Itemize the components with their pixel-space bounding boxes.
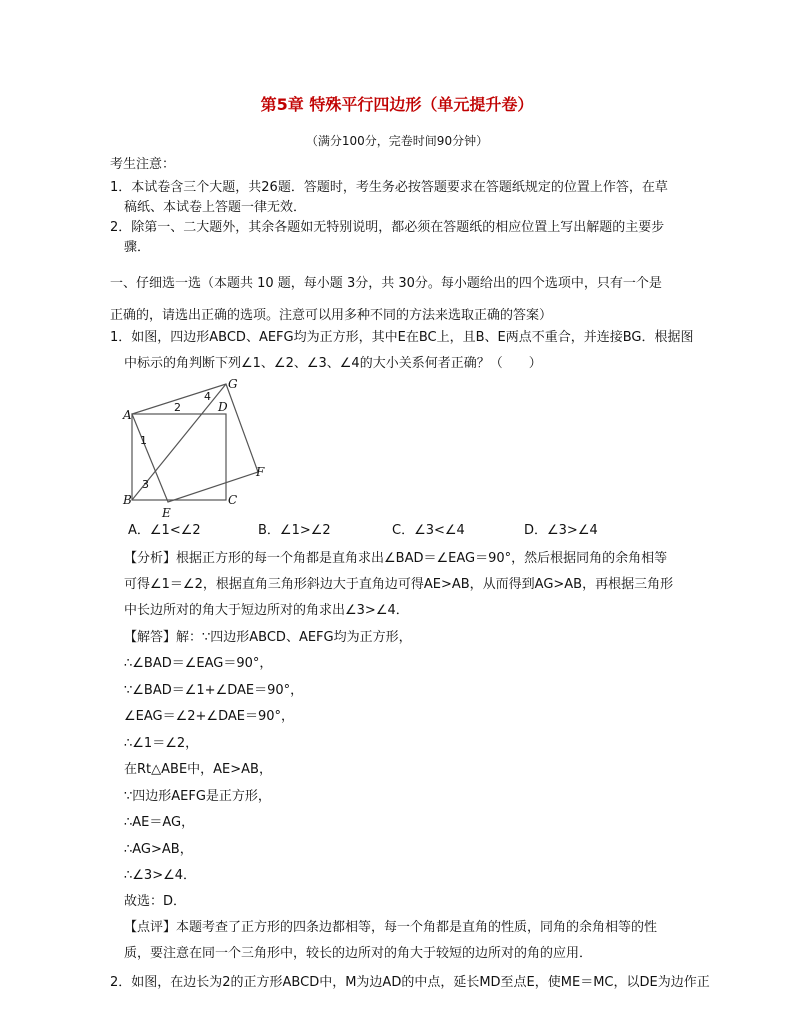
angle-label-1: 1 (140, 434, 147, 447)
angle-label-3: 3 (142, 478, 149, 491)
solution-line-7: ∵四边形AEFG是正方形， (124, 789, 271, 804)
document-title: 第5章 特殊平行四边形（单元提升卷） (260, 95, 534, 114)
analysis-line-1: 【分析】根据正方形的每一个角都是直角求出∠BAD＝∠EAG＝90°，然后根据同角的余角相等 (124, 551, 668, 566)
question-1-option-d: D．∠3>∠4 (524, 523, 598, 538)
vertex-label-c: C (228, 493, 238, 507)
solution-line-3: ∵∠BAD＝∠1+∠DAE＝90°， (124, 683, 304, 698)
question-1-option-b: B．∠1>∠2 (258, 523, 331, 538)
document-subtitle: （满分100分，完卷时间90分钟） (305, 134, 489, 148)
solution-line-6: 在Rt△ABE中，AE>AB， (124, 762, 272, 777)
square-aefg (132, 384, 258, 502)
solution-line-1: 【解答】解：∵四边形ABCD、AEFG均为正方形， (124, 630, 412, 645)
solution-line-11: 故选：D． (124, 894, 187, 909)
section-1-line-2: 正确的，请选出正确的选项。注意可以用多种不同的方法来选取正确的答案） (110, 308, 553, 323)
angle-label-2: 2 (174, 401, 181, 414)
vertex-label-d: D (218, 400, 228, 414)
solution-line-4: ∠EAG＝∠2+∠DAE＝90°， (124, 709, 295, 724)
angle-label-4: 4 (204, 390, 211, 403)
solution-line-8: ∴AE＝AG， (124, 815, 195, 830)
comment-line-2: 质，要注意在同一个三角形中，较长的边所对的角大于较短的边所对的角的应用． (124, 946, 593, 961)
solution-line-9: ∴AG>AB， (124, 842, 193, 857)
notice-item-2-line-2: 骤． (124, 240, 151, 255)
vertex-label-f: F (256, 465, 265, 479)
notice-heading: 考生注意： (110, 157, 176, 172)
vertex-label-a: A (123, 408, 132, 422)
notice-item-2-line-1: 2．除第一、二大题外，其余各题如无特别说明，都必须在答题纸的相应位置上写出解题的主要步 (110, 220, 665, 235)
solution-line-5: ∴∠1＝∠2， (124, 736, 199, 751)
comment-line-1: 【点评】本题考查了正方形的四条边都相等，每一个角都是直角的性质，同角的余角相等的性 (124, 920, 658, 935)
solution-line-2: ∴∠BAD＝∠EAG＝90°， (124, 656, 273, 671)
question-1-figure (122, 372, 282, 520)
vertex-label-e: E (162, 506, 171, 520)
question-2-line-1: 2．如图，在边长为2的正方形ABCD中，M为边AD的中点，延长MD至点E，使ME＝MC，以DE为边作正 (110, 975, 710, 990)
notice-item-1-line-2: 稿纸、本试卷上答题一律无效． (124, 200, 307, 215)
vertex-label-b: B (123, 493, 132, 507)
question-1-line-2: 中标示的角判断下列∠1、∠2、∠3、∠4的大小关系何者正确？（ ） (124, 356, 542, 371)
notice-item-1-line-1: 1．本试卷含三个大题，共26题．答题时，考生务必按答题要求在答题纸规定的位置上作答，在草 (110, 180, 668, 195)
vertex-label-g: G (228, 377, 238, 391)
analysis-line-2: 可得∠1＝∠2，根据直角三角形斜边大于直角边可得AE>AB，从而得到AG>AB，再根据三角形 (124, 577, 674, 592)
section-1-line-1: 一、仔细选一选（本题共 10 题，每小题 3分，共 30分。每小题给出的四个选项中，只有一个是 (110, 276, 662, 291)
question-1-option-a: A．∠1<∠2 (128, 523, 201, 538)
question-1-option-c: C．∠3<∠4 (392, 523, 465, 538)
question-1-line-1: 1．如图，四边形ABCD、AEFG均为正方形，其中E在BC上，且B、E两点不重合，并连接BG．根据图 (110, 330, 694, 345)
analysis-line-3: 中长边所对的角大于短边所对的角求出∠3>∠4． (124, 603, 409, 618)
solution-line-10: ∴∠3>∠4． (124, 868, 197, 883)
